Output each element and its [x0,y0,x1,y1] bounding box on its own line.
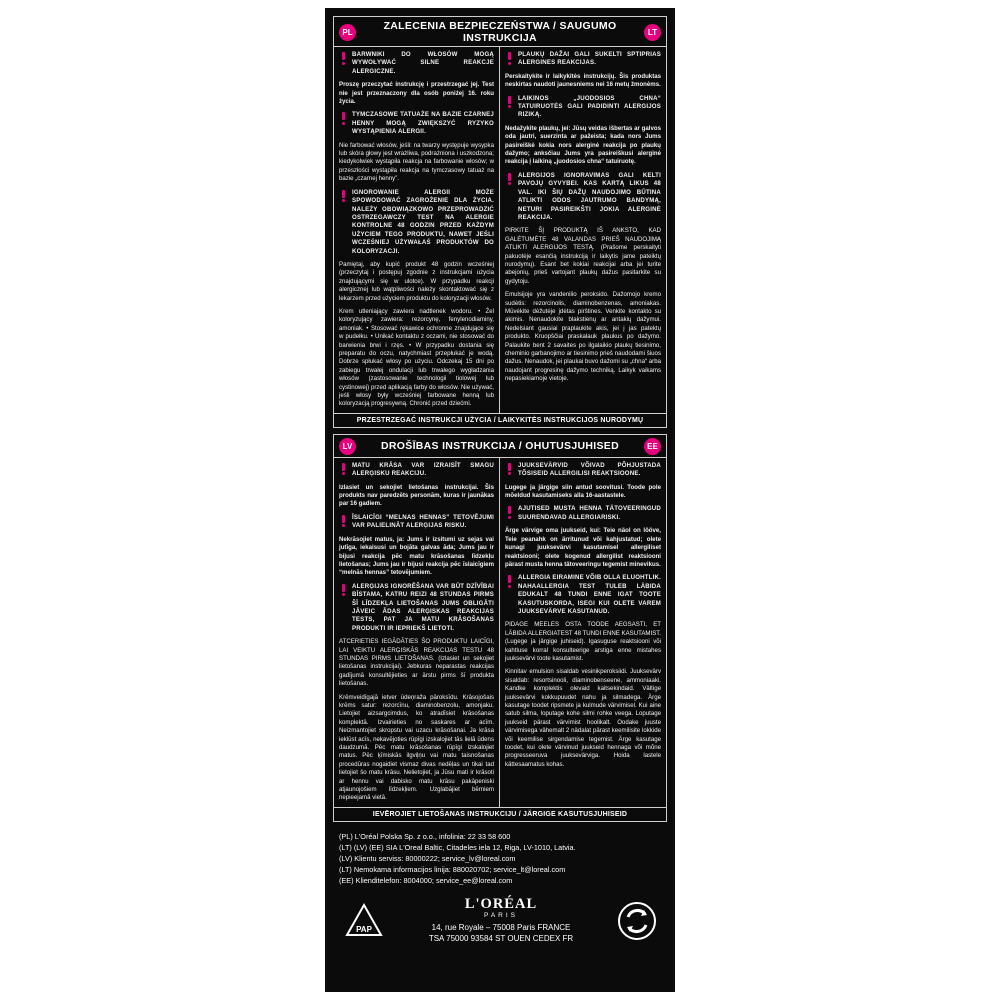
warning-text: ALERĢIJAS IGNORĒŠANA VAR BŪT DZĪVĪBAI BĪSTAMA, KATRU REIZI 48 STUNDAS PIRMS ŠĪ LĪDZEKĻA LIETOŠANAS JUMS OBLIGĀTI JĀVEIC ĀDAS ALERĢISKAS REAKCIJAS TESTS, PAT JA MATU KRĀSOŠANAS PRODUKTI IR IEPRIEKŠ LIETOTI. [352,582,494,632]
paragraph-text: Lugege ja järgige siin antud soovitusi. Toode pole mõeldud kasutamiseks alla 16-aastastele. [505,483,661,500]
paragraph [505,527,661,569]
paragraph [505,668,661,769]
warning-block [339,189,494,256]
exclamation-icon [505,52,514,65]
warning-text: ĪSLAICĪGI “MELNAS HENNAS” TETOVĒJUMI VAR PALIELINĀT ALERĢIJAS RISKU. [352,513,494,530]
footer-row [333,896,667,945]
paragraph-text: PIDAGE MEELES OSTA TOODE AEGSASTI, ET LÄBIDA ALLERGIATEST 48 TUNDI ENNE KASUTAMIST. (Lugege ja järgige juhiseid). Igasuguse reaktsiooni või kahtluse korral konsulteerige arstiga enne mistahes juuksevärvi toote kasutamist. [505,621,662,662]
warning-text: AJUTISED MUSTA HENNA TÄTOVEERINGUD SUURENDAVAD ALLERGIARISKI. [518,505,661,521]
exclamation-icon [339,112,348,125]
column-lt [500,47,666,413]
exclamation-icon [339,463,348,476]
warning-block [505,95,661,120]
paragraph-text: Ärge värvige oma juukseid, kui: Teie näol on lööve, Teie peanahk on ärritunud või kahjustatud; olete kunagi juuksevärvi kasutamisel allergiliset reaktsiooni; olete kogenud allergilist reaktsiooni pärast musta henna tätoveeringu tegemist minevikus. [505,527,661,568]
exclamation-icon [339,52,348,65]
svg-text:PAP: PAP [356,924,372,934]
paragraph [339,484,494,509]
paragraph-text: Pamiętaj, aby kupić produkt 48 godzin wcześniej (przeczytaj i postępuj zgodnie z instrukcjami użycia znajdującymi się w ulotce). W przypadku reakcji alergicznej lub wątpliwości należy skontaktować się z lekarzem przed użyciem produktu do koloryzacji włosów. [339,260,494,302]
exclamation-icon [505,96,514,109]
warning-block [505,462,661,479]
exclamation-icon [505,506,514,519]
column-pl [334,47,500,413]
paragraph-text: PIRKITE ŠĮ PRODUKTĄ IŠ ANKSTO, KAD GALĖTUMĖTE 48 VALANDAS PRIEŠ NAUDOJIMĄ ATLIKTI ALERGIJOS TESTĄ. (Prašome perskaityti pakuotėje esančią instrukciją ir laikytis jame pateiktų nurodymų). Esant bet kokiai reakcijai arba jei turite abejonių, prieš vartojant plaukų dažus pasitarkite su gydytoju. [505,227,661,285]
warning-text: TYMCZASOWE TATUAŻE NA BAZIE CZARNEJ HENNY MOGĄ ZWIĘKSZYĆ RYZYKO WYSTĄPIENIA ALERGII. [352,111,494,136]
contact-details [333,831,667,886]
language-badge-lv: LV [339,438,356,455]
pap-recycling-icon [343,900,385,942]
panel-columns-pl-lt [334,47,666,413]
address-line-2: TSA 75000 93584 ST OUEN CEDEX FR [428,934,574,944]
warning-block [505,574,661,616]
warning-text: BARWNIKI DO WŁOSÓW MOGĄ WYWOŁYWAĆ SILNE REAKCJE ALERGICZNE. [352,51,494,75]
address-line-1: 14, rue Royale – 75008 Paris FRANCE [431,923,571,933]
language-badge-pl: PL [339,24,356,41]
panel-title-pl-lt: ZALECENIA BEZPIECZEŃSTWA / SAUGUMO INSTRUKCIJA [383,20,617,44]
panel-header-lv-ee [334,435,666,458]
paragraph-text: Krem utleniający zawiera nadtlenek wodoru. • Żel koloryzujący zawiera: rezorcynę, fenylenodiaminy, amoniak. • Stosować rękawice ochronne znajdujące się w pudełku. • Unikać kontaktu z oczami, nie stosować do barwienia brwi i rzęs. • W przypadku dostania się preparatu do oczu, natychmiast przepłukać je wodą. Dobrze spłukać włosy po użyciu. Odczekaj 15 dni po zabiegu trwałej ondulacji lub trwałego wygładzania włosów (zastosowanie technologii tiolowej lub cystinowej) przed aplikacją farby do włosów. Nie używać, jeśli włosy były wcześniej farbowane henną lub koloryzacją progresywną. Chronić przed dziećmi. [339,307,494,408]
warning-block [505,51,661,68]
paragraph [339,142,494,184]
exclamation-icon [505,575,514,588]
exclamation-icon [505,173,514,186]
contact-line-lt: (LT) Nemokama informacijos linija: 880020702; service_lt@loreal.com [339,865,566,875]
panel-header-pl-lt [334,17,666,47]
safety-panel-lv-ee [333,434,667,822]
contact-line-lv: (LV) Klientu serviss: 80000222; service_lv@loreal.com [339,854,516,864]
exclamation-icon [339,584,348,597]
warning-text: PLAUKŲ DAŽAI GALI SUKELTI SPTIPRIAS ALERGINES REAKCIJAS. [518,51,661,67]
panel-columns-lv-ee [334,458,666,807]
warning-text: IGNOROWANIE ALERGII MOŻE SPOWODOWAĆ ZAGROŻENIE DLA ŻYCIA. NALEŻY OBOWIĄZKOWO PRZEPROWADZIĆ OSTRZEGAWCZY TEST NA ALERGIE KONTROLNE 48 GODZIN PRZED KAŻDYM UŻYCIEM TEGO PRODUKTU, NAWET JEŚLI WCZEŚNIEJ UŻYWAŁAŚ PRODUKTÓW DO KOLORYZACJI. [352,188,494,255]
warning-block [505,172,661,222]
loreal-logo-sub: PARIS [483,912,519,920]
paragraph-text: Nie farbować włosów, jeśli: na twarzy występuje wysypka lub skóra głowy jest wrażliwa, podrażniona i uszkodzona; kiedykolwiek wystąpiła reakcja na farbowanie włosów; w przeszłości wystąpiła reakcja na tymczasowy tatuaż na bazie „czarnej henny”. [339,141,494,183]
paragraph-text: Nekrāsojiet matus, ja: Jums ir izsitumi uz sejas vai jutīga, iekaisusi un bojāta galvas āda; Jums jau ir bijusi reakcija pēc matu krāsošanas līdzekļu lietošanas; Jums jau ir bijusi reakcija pēc īslaicīgiem “melnās hennas” tetovējumiem. [339,535,494,577]
company-address [385,896,617,945]
paragraph [505,227,661,286]
paragraph [339,81,494,106]
warning-block [339,51,494,76]
paragraph [339,694,494,803]
panel-title-lv-ee: DROŠĪBAS INSTRUKCIJA / OHUTUSJUHISED [381,440,619,453]
paragraph-text: Perskaitykite ir laikykitės instrukcijų. Šis produktas neskirtas naudoti jaunesniems nei 16 metų žmonėms. [505,72,661,89]
column-ee [500,458,666,807]
paragraph [505,73,661,90]
warning-block [339,462,494,479]
contact-line-pl: (PL) L'Oréal Polska Sp. z o.o., infolinia: 22 33 58 600 [339,831,511,841]
paragraph [505,484,661,501]
column-lv [334,458,500,807]
safety-panel-pl-lt [333,16,667,428]
paragraph-text: Emulsijoje yra vandenilio peroksido. Dažomojo kremo sudėtis: rezorcinolis, diaminobenzenas, amoniakas. Mūvėkite dėžutėje įdėtas pirštines. Venkite kontakto su akimis. Nenaudokite blakstienų ar antakių dažymui. Nedelsiant gausiai praplaukite akis, jei į jas patektų produkto. Kruopščiai praskalauk plaukus po dažymo. Palaukite bent 2 savaites po ilgalaikio plaukų tiesinimo, cheminio garbanojimo ar tiesinimo prieš naudodami šiuos dažus. Nenaudok, jei plaukai buvo dažomi su „chna“ arba naudojant progresinę dažymo techniką. Laikyk vaikams nepasiekiamoje vietoje. [505,291,661,383]
warning-block [339,514,494,531]
exclamation-icon [505,463,514,476]
warning-text: ALERGIJOS IGNORAVIMAS GALI KELTI PAVOJŲ GYVYBEI. KAS KARTĄ LIKUS 48 VAL. IKI ŠIŲ DAŽŲ NAUDOJIMO BŪTINA ATLIKTI ODOS JAUTRUMO BANDYMĄ, NETURI PASIREIKŠTI JOKIA ALERGINĖ REAKCIJA. [518,171,661,221]
language-badge-lt: LT [644,24,661,41]
paragraph-text: Krēmveidīgajā ietver ūdeņraža pāroksīdu. Krāsojošais krēms satur: rezorcīnu, diaminobenzolu, amonjaku. Lietojiet aizsargcimdus, ko atradīsiet krāsošanas komplektā. Izvairieties no saskares ar acīm. Neizmantojiet skropstu vai uzacu krāsošanai. Ja krāsa ieklūst acīs, nekavējoties rūpīgi izskalojiet tās lielā ūdens daudzumā. Pēc matu krāsošanas rūpīgi izskalojiet matus. Pēc ķīmiskās ilgviļņu vai matu taisnošanas procedūras nogaidiet vismaz divas nedēļas un tikai tad lietojiet šo matu krāsu. Nelietojiet, ja Jūsu mati ir krāsoti ar hennu vai dabisko matu krāsu pakāpeniski atjaunojošiem līdzekļiem. Uzglabājiet bērniem nepieejamā vietā. [339,693,494,802]
paragraph-text: ATCERIETIES IEGĀDĀTIES ŠO PRODUKTU LAICĪGI, LAI VEIKTU ALERĢISKĀS REAKCIJAS TESTU 48 STUNDAS PIRMS LIETOŠANAS. (Izlasiet un sekojiet lietošanas instrukcijai). Jebkuras neparastas reakcijas gadījumā konsultējieties ar ārstu pirms šī produkta lietošanas. [339,638,494,688]
paragraph [505,621,661,663]
paragraph [339,536,494,578]
warning-block [505,505,661,522]
warning-text: JUUKSEVÄRVID VÕIVAD PÕHJUSTADA TÕSISEID ALLERGILISI REAKTSIOONE. [518,461,661,478]
paragraph-text: Kinnitav emulsion sisaldab vesinikperoksiidi. Juuksevärv sisaldab: resortsinooli, diaminobenseene, ammoniaaki. Kandke komplektis olevaid kaitsekindaid. Vältige juuksevärvi kokkupuudet nahu ja silmadega. Ärge kasutage toodet ripsmete ja kulmude värvimisel. Kui aine satub silma, loputage kohe silmi rohke veega. Loputage juukseid pärast värvimist hoolikalt. Oodake juuste värvimisega vähemalt 2 nädalat pärast keemilisite lokkide või keemilise sirgendamise tegemist. Ärge kasutage toodet, kui olete värvinud juukseid hennaga või mõne progresseeruva juuksevärviga. Hoida lastele kättesaamatus kohas. [505,668,661,768]
paragraph [339,261,494,303]
language-badge-ee: EE [644,438,661,455]
paragraph-text: Izlasiet un sekojiet lietošanas instrukcijai. Šis produkts nav paredzēts personām, kuras ir jaunākas par 16 gadiem. [339,483,494,508]
warning-block [339,111,494,136]
contact-line-ee: (EE) Klienditelefon: 8004000; service_ee@loreal.com [339,876,513,886]
paragraph [339,308,494,409]
paragraph-text: Nedažykite plaukų, jei: Jūsų veidas išbertas ar galvos oda jautri, suerzinta ar pažeista; kada nors Jums pasireiškė kokia nors alerginė reakcija po plaukų dažymo; anksčiau Jums yra pasireiškusi alerginė reakcija į laikiną „juodosios chna“ tatuiruotę. [505,124,661,166]
panel-footer-pl-lt: PRZESTRZEGAĆ INSTRUKCJI UŻYCIA / LAIKYKITĖS INSTRUKCIJOS NURODYMŲ [334,413,666,427]
exclamation-icon [339,515,348,528]
exclamation-icon [339,190,348,203]
warning-text: ALLERGIA EIRAMINE VÕIB OLLA ELUOHTLIK. NAHAALLERGIA TEST TULEB LÄBIDA EDUKALT 48 TUNDI ENNE IGAT TOOTE KASUTUSKORDA, ISEGI KUI OLETE VAREM JUUKSEVÄRVE KASUTANUD. [518,574,661,615]
paragraph [505,125,661,167]
warning-text: MATU KRĀSA VAR IZRAISĪT SMAGU ALERĢISKU REAKCIJU. [352,461,494,478]
product-label-sheet [325,8,675,992]
paragraph [505,291,661,383]
paragraph-text: Proszę przeczytać instrukcję i przestrzegać jej. Test nie jest przeznaczony dla osób poniżej 16. roku życia. [339,81,494,106]
warning-block [339,583,494,633]
warning-text: LAIKINOS „JUODOSIOS CHNA“ TATUIRUOTĖS GALI PADIDINTI ALERGIJOS RIZIKĄ. [518,94,661,119]
panel-footer-lv-ee: IEVĒROJIET LIETOŠANAS INSTRUKCIJU / JÄRGIGE KASUTUSJUHISEID [334,807,666,821]
loreal-logo: L'ORÉAL [464,896,538,913]
contact-line-baltic: (LT) (LV) (EE) SIA L'Oreal Baltic, Citadeles iela 12, Riga, LV-1010, Latvia. [339,842,576,852]
green-dot-recycle-icon [617,901,657,941]
paragraph [339,638,494,688]
